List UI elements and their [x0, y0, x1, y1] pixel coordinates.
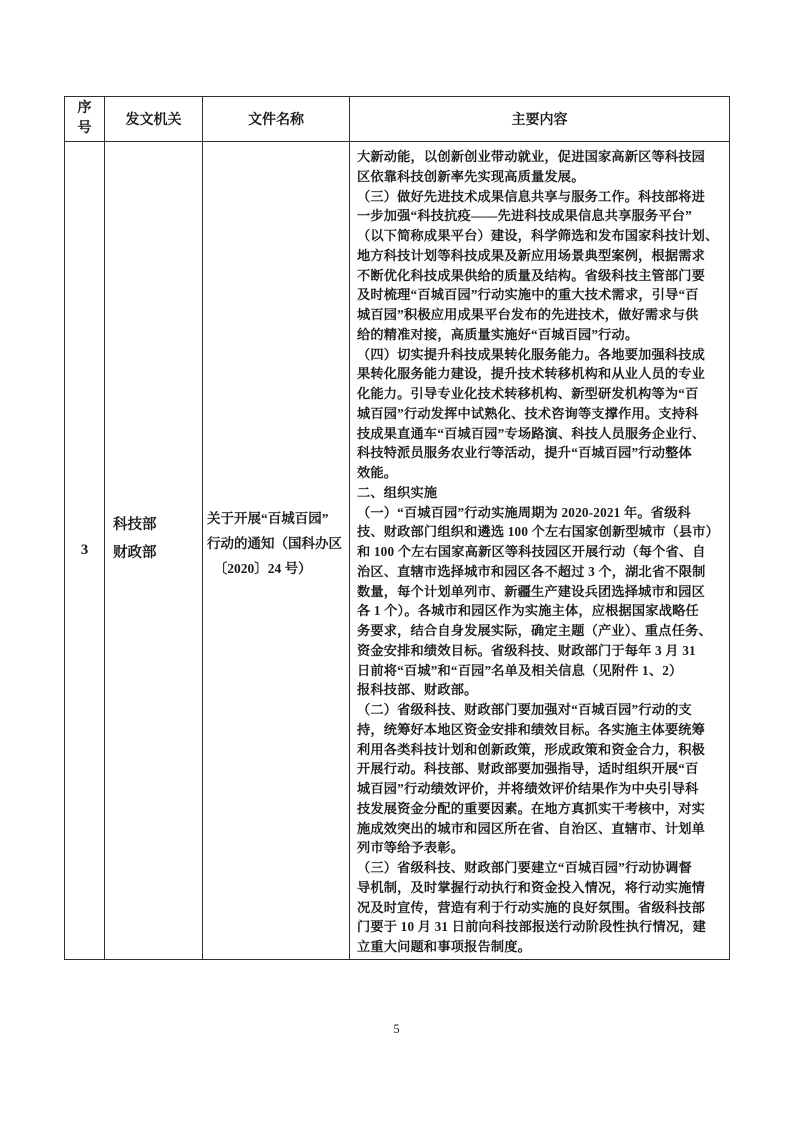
table-row: [65, 142, 730, 960]
header-docname: 文件名称: [203, 97, 350, 142]
cell-agency: 科技部 财政部: [105, 142, 203, 960]
cell-docname: 关于开展“百城百园” 行动的通知（国科办区 〔2020〕24 号）: [203, 142, 350, 960]
header-content: 主要内容: [350, 97, 730, 142]
header-index: 序 号: [65, 97, 105, 142]
page-number: 5: [393, 1022, 400, 1036]
cell-content: 大新动能，以创新创业带动就业，促进国家高新区等科技园 区依靠科技创新率先实现高质量发展。 （三）做好先进技术成果信息共享与服务工作。科技部将进 一步加强“科技抗疫——先进科技成果信息共享服务平台” （以下简称成果平台）建设，科学筛选和发布国家科技计划、 地方科技计划等科技成果及新应用场景典型案例，根据需求 不断优化科技成果供给的质量及结构。省级科技主管部门要 及时梳理“百城百园”行动实施中的重大技术需求，引导“百 城百园”积极应用成果平台发布的先进技术，做好需求与供 给的精准对接，高质量实施好“百城百园”行动。 （四）切实提升科技成果转化服务能力。各地要加强科技成 果转化服务能力建设，提升技术转移机构和从业人员的专业 化能力。引导专业化技术转移机构、新型研发机构等为“百 城百园”行动发挥中试熟化、技术咨询等支撑作用。支持科 技成果直通车“百城百园”专场路演、科技人员服务企业行、 科技特派员服务农业行等活动，提升“百城百园”行动整体 效能。 二、组织实施 （一）“百城百园”行动实施周期为 2020-2021 年。省级科 技、财政部门组织和遴选 100 个左右国家创新型城市（县市） 和 100 个左右国家高新区等科技园区开展行动（每个省、自 治区、直辖市选择城市和园区各不超过 3 个，湖北省不限制 数量，每个计划单列市、新疆生产建设兵团选择城市和园区 各 1 个）。各城市和园区作为实施主体，应根据国家战略任 务要求，结合自身发展实际，确定主题（产业）、重点任务、 资金安排和绩效目标。省级科技、财政部门于每年 3 月 31 日前将“百城”和“百园”名单及相关信息（见附件 1、2） 报科技部、财政部。 （二）省级科技、财政部门要加强对“百城百园”行动的支 持，统筹好本地区资金安排和绩效目标。各实施主体要统筹 利用各类科技计划和创新政策，形成政策和资金合力，积极 开展行动。科技部、财政部要加强指导，适时组织开展“百 城百园”行动绩效评价，并将绩效评价结果作为中央引导科 技发展资金分配的重要因素。在地方真抓实干考核中，对实 施成效突出的城市和园区所在省、自治区、直辖市、计划单 列市等给予表彰。 （三）省级科技、财政部门要建立“百城百园”行动协调督 导机制，及时掌握行动执行和资金投入情况，将行动实施情 况及时宣传，营造有利于行动实施的良好氛围。省级科技部 门要于 10 月 31 日前向科技部报送行动阶段性执行情况，建 立重大问题和事项报告制度。: [350, 142, 730, 960]
document-table: [64, 96, 730, 960]
table-header-row: [65, 97, 730, 142]
cell-index: 3: [65, 142, 105, 960]
header-agency: 发文机关: [105, 97, 203, 142]
